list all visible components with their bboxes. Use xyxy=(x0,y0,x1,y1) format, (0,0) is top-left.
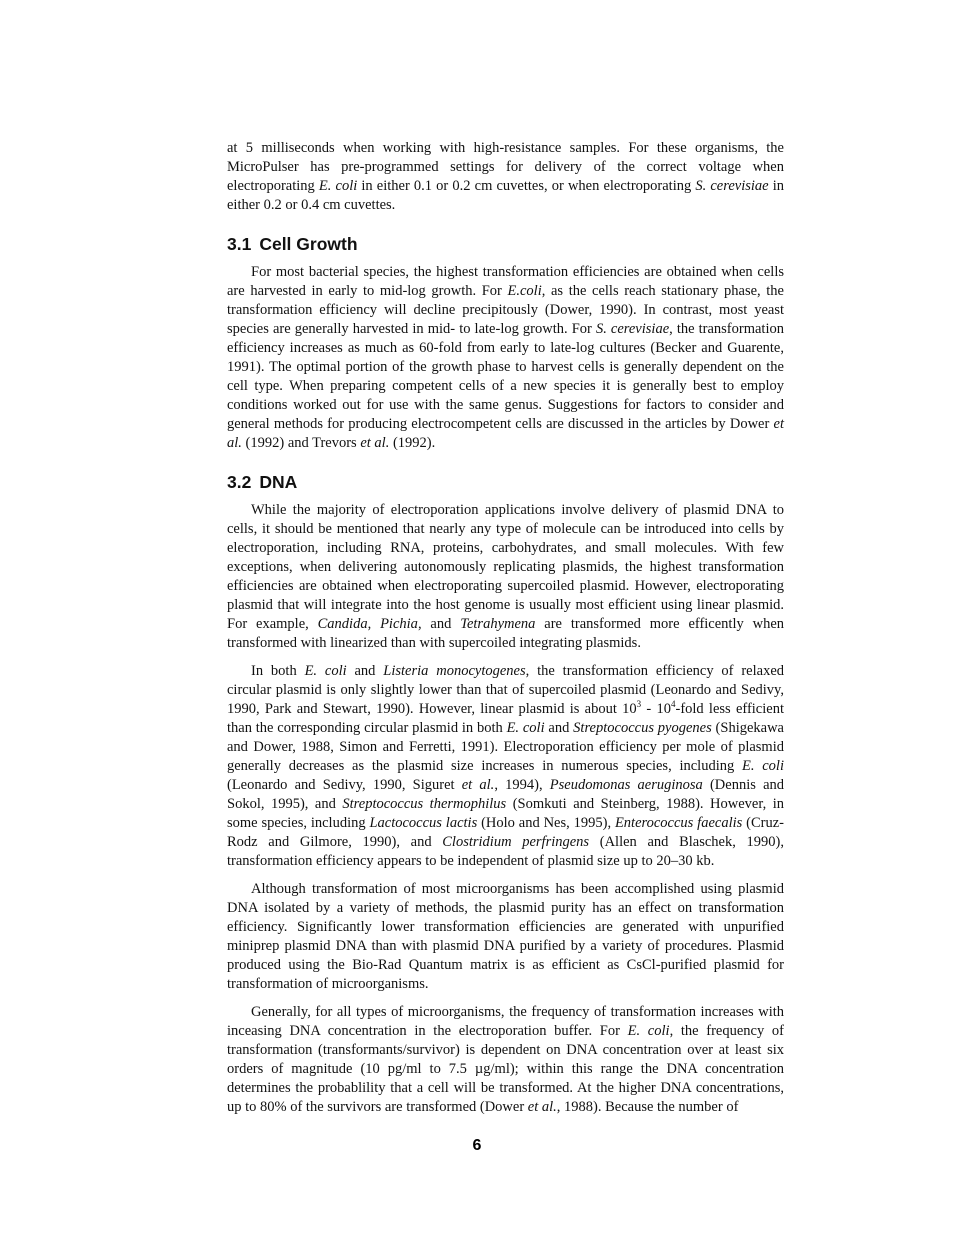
et-al: et al. xyxy=(360,435,390,451)
species-name: Pichia xyxy=(380,616,418,632)
text: and xyxy=(346,663,384,679)
species-name: Pseudomonas aeruginosa xyxy=(549,777,703,793)
text: in either 0.2 or 0.4 cm cuvettes. xyxy=(227,178,785,213)
page-content xyxy=(227,139,784,1126)
et-al: et al. xyxy=(227,416,784,451)
dna-paragraph-1 xyxy=(227,501,784,653)
dna-paragraph-3: Although transformation of most microorganisms has been accomplished using plasmid DNA isolated by a variety of methods, the plasmid purity has an effect on transformation efficiency. Significantly lower transformation efficiencies are generated with unpurified miniprep plasmid DNA than with plasmid DNA purified by a variety of procedures. Plasmid produced using the Bio-Rad Quantum matrix is as efficient as CsCl-purified plasmid for transformation of microorganisms. xyxy=(227,881,784,992)
species-name: S. cerevisiae xyxy=(695,178,769,194)
text: In both xyxy=(251,663,305,679)
species-name: Streptococcus thermophilus xyxy=(342,796,507,812)
text: , and xyxy=(417,616,461,632)
dna-paragraph-2 xyxy=(227,662,784,871)
section-number: 3.2 xyxy=(227,472,252,492)
et-al: et al. xyxy=(461,777,495,793)
text: , 1994), xyxy=(494,777,550,793)
text: , the transformation efficiency of relaxed circular plasmid is only slightly lower than that of supercoiled plasmid (Leonardo and Sedivy, 1990, Park and Stewart, 1990). However, linear plasmid is about 10 xyxy=(227,663,785,717)
dna-paragraph-4 xyxy=(227,1003,784,1117)
species-name: E. coli xyxy=(304,663,347,679)
section-heading-cell-growth xyxy=(227,233,784,255)
text: and xyxy=(544,720,574,736)
species-name: Clostridium perfringens xyxy=(442,834,590,850)
text: (Holo and Nes, 1995), xyxy=(477,815,615,831)
text: While the majority of electroporation applications involve delivery of plasmid DNA to cells, it should be mentioned that nearly any type of molecule can be introduced into cells by electroporation, including RNA, proteins, carbohydrates, and small molecules. With few exceptions, when delivering autonomously replicating plasmids, the highest transformation efficiencies are obtained when electroporating supercoiled plasmid. However, electroporating plasmid that will integrate into the host genome is usually most efficient using linear plasmid. For example, xyxy=(227,502,784,632)
text: (Shigekawa and Dower, 1988, Simon and Ferretti, 1991). Electroporation efficiency per mole of plasmid generally decreases as the plasmid size increases in numerous species, including xyxy=(227,720,784,774)
text: , as the cells reach stationary phase, the transformation efficiency will decline precipitously (Dower, 1990). In contrast, most yeast species are generally harvested in mid- to late-log growth. For xyxy=(227,283,784,337)
species-name: Tetrahymena xyxy=(460,616,536,632)
species-name: Enterococcus faecalis xyxy=(614,815,743,831)
species-name: E. coli xyxy=(318,178,358,194)
et-al: et al. xyxy=(527,1099,557,1115)
text: in either 0.1 or 0.2 cm cuvettes, or when electroporating xyxy=(357,178,696,194)
text: , xyxy=(367,616,381,632)
text: (Dennis and Sokol, 1995), and xyxy=(227,777,785,812)
text: (Allen and Blaschek, 1990), transformation efficiency appears to be independent of plasmid size up to 20–30 kb. xyxy=(227,834,784,869)
text: at 5 milliseconds when working with high-resistance samples. For these organisms, the MicroPulser has pre-programmed settings for delivery of the correct voltage when electroporating xyxy=(227,140,784,194)
species-name: E. coli xyxy=(627,1023,670,1039)
species-name: E. coli xyxy=(742,758,784,774)
section-number: 3.1 xyxy=(227,234,252,254)
text: , the frequency of transformation (transformants/survivor) is dependent on DNA concentration over at least six orders of magnitude (10 pg/ml to 7.5 µg/ml); within this range the DNA concentration determines the probablility that a cell will be transformed. At the higher DNA concentrations, up to 80% of the survivors are transformed (Dower xyxy=(227,1023,784,1115)
text: , 1988). Because the number of xyxy=(556,1099,739,1115)
text: (1992). xyxy=(389,435,436,451)
section-heading-dna xyxy=(227,471,784,493)
text: -fold less efficient than the corresponding circular plasmid in both xyxy=(227,701,784,736)
species-name: S. cerevisiae xyxy=(595,321,670,337)
text: (Leonardo and Sedivy, 1990, Siguret xyxy=(227,777,462,793)
text: For most bacterial species, the highest transformation efficiencies are obtained when cells are harvested in early to mid-log growth. For xyxy=(227,264,784,299)
intro-paragraph xyxy=(227,139,784,215)
species-name: E. coli xyxy=(506,720,545,736)
text: , the transformation efficiency increases as much as 60-fold from early to late-log cultures (Becker and Guarente, 1991). The optimal portion of the growth phase to harvest cells is generally dependent on the cell type. When preparing competent cells of a new species it is generally best to employ conditions worked out for use with the same genus. Suggestions for factors to consider and general methods for producing electrocompetent cells are discussed in the articles by Dower xyxy=(227,321,784,432)
text: (Cruz-Rodz and Gilmore, 1990), and xyxy=(227,815,784,850)
superscript: 3 xyxy=(636,699,642,710)
text: (1992) and Trevors xyxy=(241,435,361,451)
species-name: Listeria monocytogenes xyxy=(383,663,526,679)
species-name: Streptococcus pyogenes xyxy=(573,720,712,736)
text: are transformed more efficently when transformed with linearized than with supercoiled integrating plasmids. xyxy=(227,616,785,651)
species-name: E.coli xyxy=(507,283,542,299)
superscript: 4 xyxy=(670,699,676,710)
text: - 10 xyxy=(641,701,671,717)
page-number: 6 xyxy=(472,1137,482,1154)
species-name: Lactococcus lactis xyxy=(369,815,478,831)
cell-growth-paragraph xyxy=(227,263,784,453)
text: Generally, for all types of microorganisms, the frequency of transformation increases with inceasing DNA concentration in the electroporation buffer. For xyxy=(227,1004,784,1039)
section-title: DNA xyxy=(259,472,298,492)
text: (Somkuti and Steinberg, 1988). However, in some species, including xyxy=(227,796,785,831)
section-title: Cell Growth xyxy=(259,234,358,254)
species-name: Candida xyxy=(317,616,368,632)
